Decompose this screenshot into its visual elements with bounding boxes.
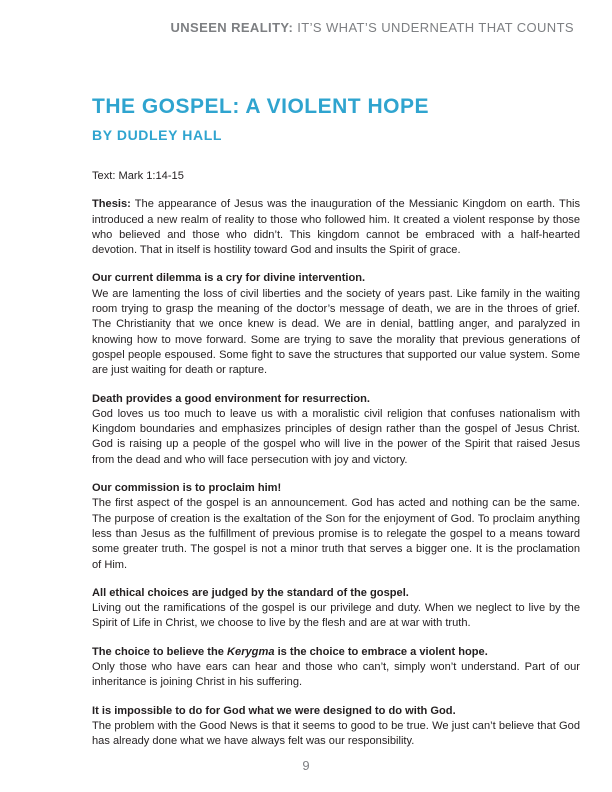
title-block [92,95,532,143]
section-body: We are lamenting the loss of civil liberties and the society of years past. Like family in the waiting room trying to grasp the meaning of the doctor’s message of death, we are in the throes of grief. The Christianity that we once knew is dead. We are in denial, battling anger, and paralyzed in knowing how to move forward. Some are trying to save the morality that previous generations of gospel people espoused. Some fight to save the structures that supported our value system. Some are just waiting for death or rapture. [92,287,580,377]
page-number: 9 [302,758,310,773]
article-body [92,169,580,763]
running-header [170,20,574,35]
section-heading: Death provides a good environment for resurrection. [92,392,371,405]
section-heading [92,645,580,660]
thesis-label: Thesis: [92,198,131,211]
page-title: THE GOSPEL: A VIOLENT HOPE [92,95,429,118]
section-commission [92,481,580,573]
section-kerygma [92,645,580,691]
heading-part: The choice to believe the [92,645,228,658]
section-resurrection [92,392,580,468]
section-heading: Our current dilemma is a cry for divine intervention. [92,272,366,285]
byline: BY DUDLEY HALL [92,127,223,143]
running-header-bold: UNSEEN REALITY: [170,20,294,35]
thesis-text: The appearance of Jesus was the inauguration of the Messianic Kingdom on earth. This introduced a new realm of reality to those who followed him. It created a violent response by those who believed and those who didn’t. This kingdom cannot be embraced with a half-hearted devotion. That in itself is hostility toward God and insults the Spirit of grace. [92,198,580,257]
section-impossible [92,704,580,750]
heading-part: is the choice to embrace a violent hope. [274,645,488,658]
section-body: The problem with the Good News is that it seems to good to be true. We just can’t believe that God has already done what we have always felt was our responsibility. [92,719,580,748]
section-heading: It is impossible to do for God what we were designed to do with God. [92,704,456,717]
section-heading: All ethical choices are judged by the standard of the gospel. [92,586,409,599]
section-dilemma [92,271,580,378]
heading-emphasis: Kerygma [227,645,275,658]
thesis-paragraph [92,197,580,258]
section-body: Only those who have ears can hear and those who can’t, simply won’t understand. Part of our inheritance is joining Christ in his suffering. [92,661,580,689]
running-header-rest: IT’S WHAT’S UNDERNEATH THAT COUNTS [293,20,574,35]
section-body: Living out the ramifications of the gospel is our privilege and duty. When we neglect to live by the Spirit of Life in Christ, we choose to live by the flesh and are at war with truth. [92,602,580,630]
scripture-reference: Text: Mark 1:14-15 [92,170,184,182]
section-body: God loves us too much to leave us with a moralistic civil religion that confuses nationalism with Kingdom boundaries and emphasizes principles of design rather than the gospel of Jesus Christ. God is raising up a people of the gospel who will live in the power of the Spirit that raised Jesus from the dead and who will face persecution with joy and victory. [92,407,580,466]
section-ethical-choices [92,586,580,632]
section-body: The first aspect of the gospel is an announcement. God has acted and nothing can be the same. The purpose of creation is the exaltation of the Son for the enjoyment of God. To proclaim anything less than Jesus as the fulfillment of previous promise is to relegate the gospel to a means toward some greater truth. The gospel is not a minor truth that serves a bigger one. It is the proclamation of Him. [92,497,580,571]
section-heading: Our commission is to proclaim him! [92,482,282,495]
